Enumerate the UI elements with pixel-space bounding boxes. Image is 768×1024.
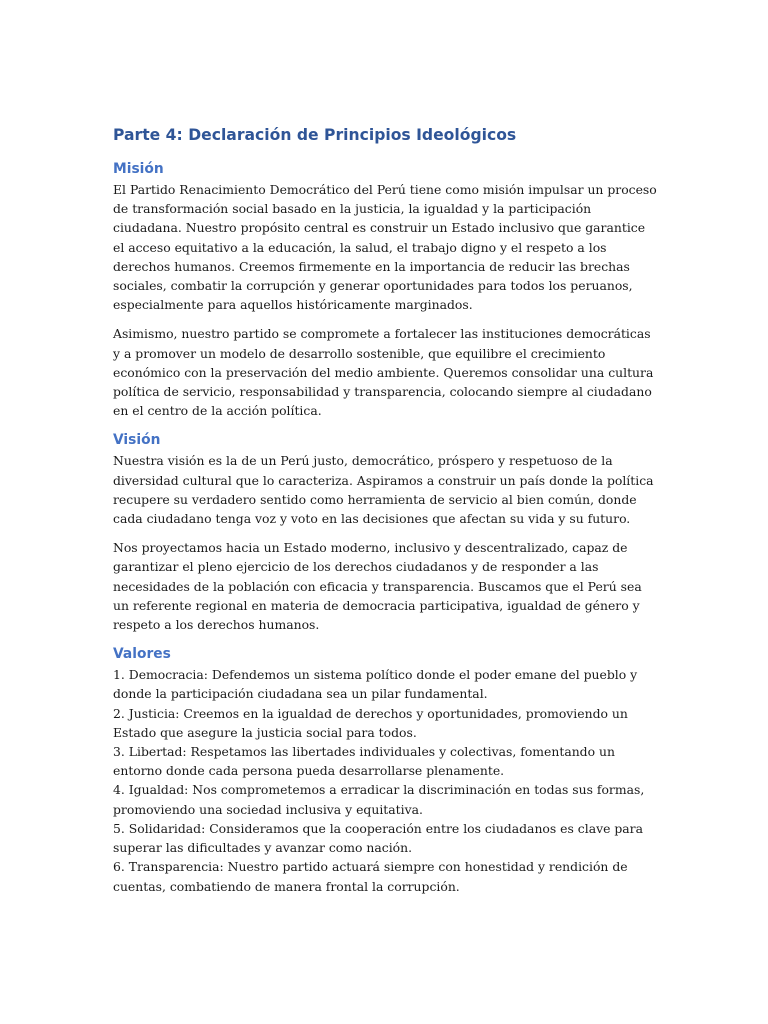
value-item-justicia: 2. Justicia: Creemos en la igualdad de derechos y oportunidades, promoviendo un Estado que asegure la justicia social para todos. [113, 705, 628, 740]
value-item-libertad: 3. Libertad: Respetamos las libertades individuales y colectivas, fomentando un entorno donde cada persona pueda desarrollarse plenamente. [113, 744, 615, 779]
value-item-transparencia: 6. Transparencia: Nuestro partido actuará siempre con honestidad y rendición de cuentas, combatiendo de manera frontal la corrupción. [113, 859, 628, 894]
value-item-democracia: 1. Democracia: Defendemos un sistema político donde el poder emane del pueblo y donde la participación ciudadana sea un pilar fundamental. [113, 667, 638, 702]
values-list [113, 665, 658, 895]
value-item-solidaridad: 5. Solidaridad: Consideramos que la cooperación entre los ciudadanos es clave para superar las dificultades y avanzar como nación. [113, 820, 643, 856]
mision-paragraph-2: Asimismo, nuestro partido se compromete a fortalecer las instituciones democráticas y a promover un modelo de desarrollo sostenible, que equilibre el crecimiento económico con la preservación del medio ambiente. Queremos consolidar una cultura política de servicio, responsabilidad y transparencia, colocando siempre al ciudadano en el centro de la acción política. [113, 326, 654, 419]
value-item-igualdad: 4. Igualdad: Nos comprometemos a erradicar la discriminación en todas sus formas, promoviendo una sociedad inclusiva y equitativa. [113, 782, 645, 817]
vision-paragraph-2: Nos proyectamos hacia un Estado moderno, inclusivo y descentralizado, capaz de garantizar el pleno ejercicio de los derechos ciudadanos y de responder a las necesidades de la población con eficacia y transparencia. Buscamos que el Perú sea un referente regional en materia de democracia participativa, igualdad de género y respeto a los derechos humanos. [113, 540, 642, 633]
section-vision [113, 430, 658, 634]
section-valores [113, 644, 658, 895]
document-body [113, 123, 658, 896]
vision-paragraph-1: Nuestra visión es la de un Perú justo, democrático, próspero y respetuoso de la diversidad cultural que lo caracteriza. Aspiramos a construir un país donde la política recupere su verdadero sentido como herramienta de servicio al bien común, donde cada ciudadano tenga voz y voto en las decisiones que afectan su vida y su futuro. [113, 453, 654, 527]
mision-paragraph-1: El Partido Renacimiento Democrático del Perú tiene como misión impulsar un proceso de transformación social basado en la justicia, la igualdad y la participación ciudadana. Nuestro propósito central es construir un Estado inclusivo que garantice el acceso equitativo a la educación, la salud, el trabajo digno y el respeto a los derechos humanos. Creemos firmemente en la importancia de reducir las brechas sociales, combatir la corrupción y generar oportunidades para todos los peruanos, especialmente para aquellos históricamente marginados. [113, 182, 657, 313]
section-mision [113, 159, 658, 420]
section-heading-mision: Misión [113, 161, 164, 177]
section-heading-valores: Valores [113, 646, 171, 663]
section-heading-vision: Visión [113, 432, 161, 449]
document-title: Parte 4: Declaración de Principios Ideológicos [113, 126, 517, 144]
